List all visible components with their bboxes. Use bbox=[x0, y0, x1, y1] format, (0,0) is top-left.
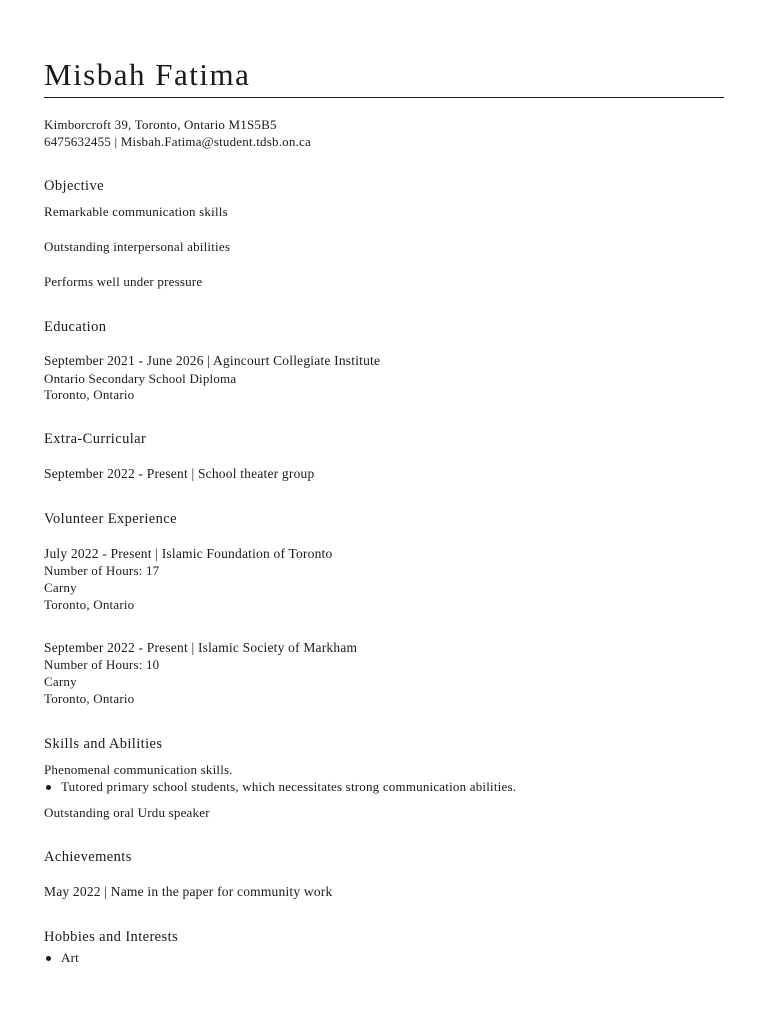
volunteer-heading: Volunteer Experience bbox=[44, 511, 177, 527]
skill-bullet-text: Tutored primary school students, which necessitates strong communication abilities. bbox=[61, 779, 517, 794]
education-entry-diploma: Ontario Secondary School Diploma bbox=[44, 371, 237, 386]
objective-heading: Objective bbox=[44, 178, 104, 194]
address-line: Kimborcroft 39, Toronto, Ontario M1S5B5 bbox=[44, 117, 277, 132]
hobby-text: Art bbox=[61, 950, 79, 965]
skills-heading: Skills and Abilities bbox=[44, 736, 163, 752]
contact-line: 6475632455 | Misbah.Fatima@student.tdsb.on.ca bbox=[44, 134, 311, 149]
skill-item: Phenomenal communication skills. bbox=[44, 762, 233, 777]
volunteer-entry-role: Carny bbox=[44, 674, 77, 689]
volunteer-entry-title: September 2022 - Present | Islamic Society of Markham bbox=[44, 640, 358, 655]
header-divider bbox=[44, 97, 724, 98]
volunteer-entry-role: Carny bbox=[44, 580, 77, 595]
achievement-entry-title: May 2022 | Name in the paper for community work bbox=[44, 884, 333, 899]
volunteer-entry-location: Toronto, Ontario bbox=[44, 597, 135, 612]
extracurricular-entry-title: September 2022 - Present | School theater group bbox=[44, 466, 315, 481]
hobbies-heading: Hobbies and Interests bbox=[44, 929, 179, 945]
extracurricular-heading: Extra-Curricular bbox=[44, 431, 147, 447]
objective-item: Remarkable communication skills bbox=[44, 204, 228, 219]
volunteer-entry-title: July 2022 - Present | Islamic Foundation of Toronto bbox=[44, 546, 333, 561]
bullet-dot-icon bbox=[46, 956, 51, 961]
objective-item: Performs well under pressure bbox=[44, 274, 203, 289]
volunteer-entry-location: Toronto, Ontario bbox=[44, 691, 135, 706]
resume-name: Misbah Fatima bbox=[44, 57, 251, 92]
volunteer-entry-hours: Number of Hours: 10 bbox=[44, 657, 160, 672]
education-entry-title: September 2021 - June 2026 | Agincourt Collegiate Institute bbox=[44, 353, 381, 368]
volunteer-entry-hours: Number of Hours: 17 bbox=[44, 563, 160, 578]
objective-item: Outstanding interpersonal abilities bbox=[44, 239, 231, 254]
education-entry-location: Toronto, Ontario bbox=[44, 387, 135, 402]
skill-item: Outstanding oral Urdu speaker bbox=[44, 805, 210, 820]
education-heading: Education bbox=[44, 319, 107, 335]
bullet-dot-icon bbox=[46, 785, 51, 790]
achievements-heading: Achievements bbox=[44, 849, 132, 865]
